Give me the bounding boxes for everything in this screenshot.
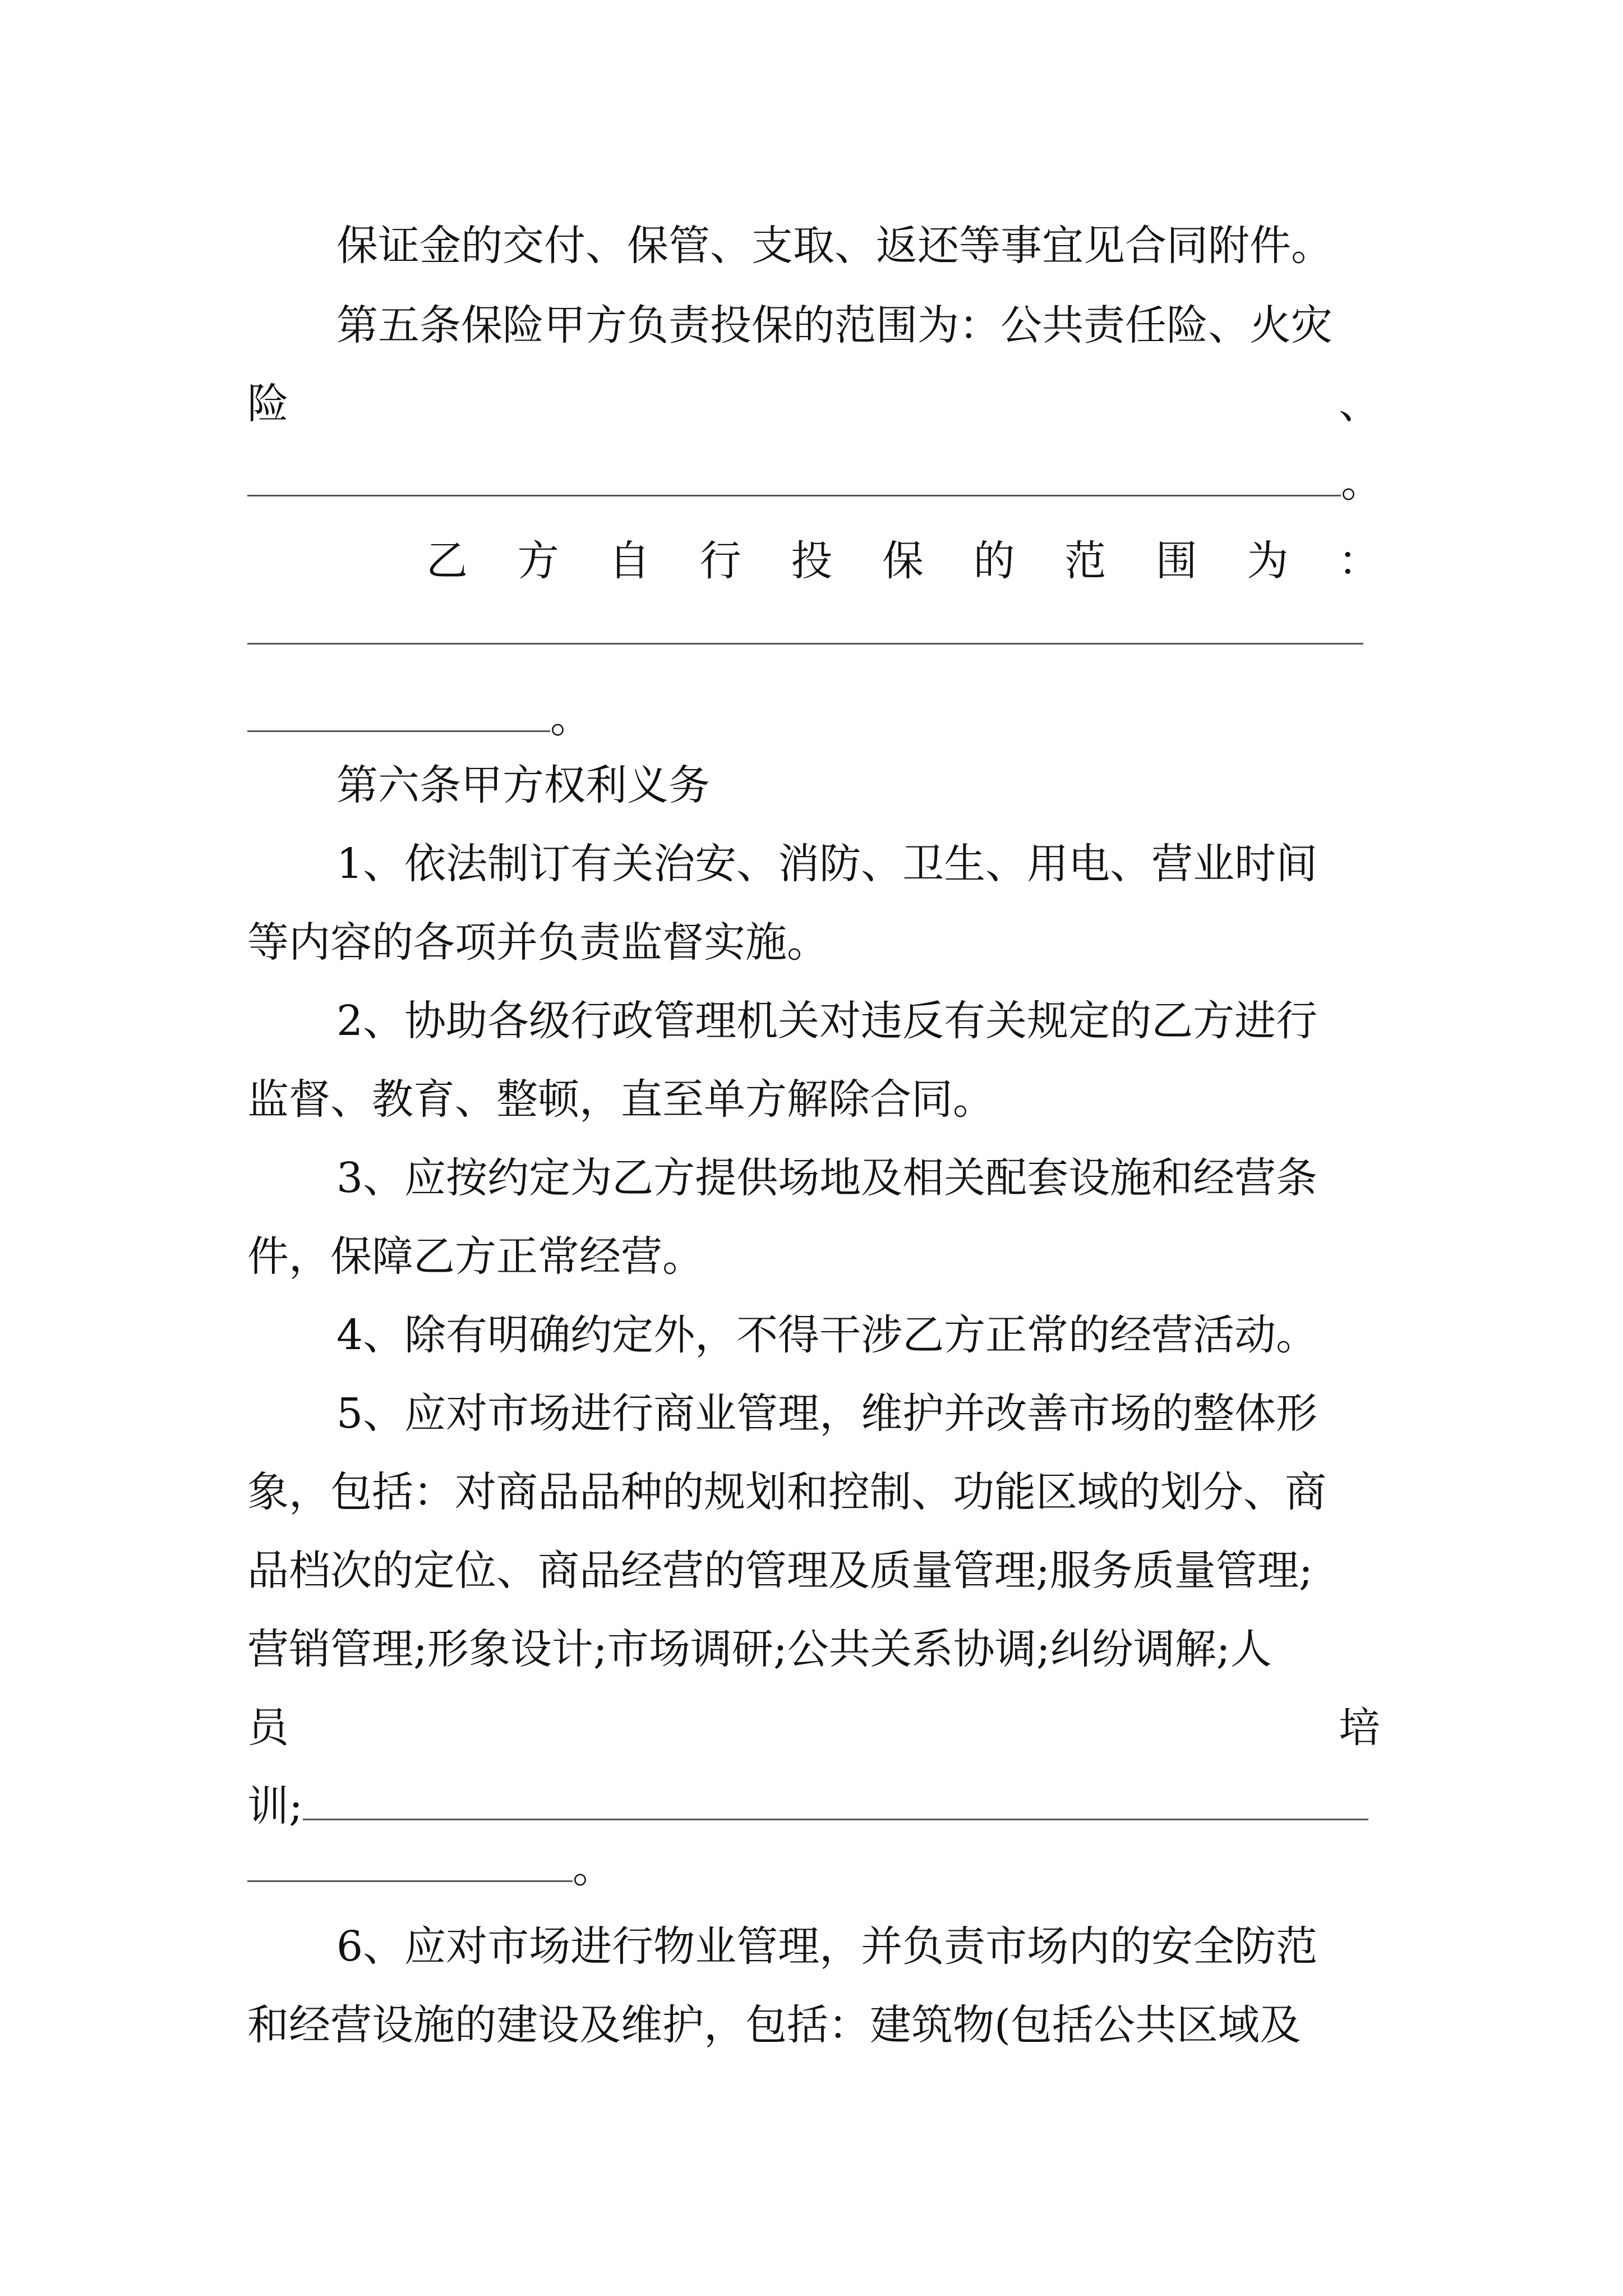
char: 行 (699, 537, 741, 585)
fill-in-blank (247, 691, 550, 732)
article-6-heading: 第六条甲方权利义务 (336, 761, 710, 809)
char: 为 (1247, 537, 1289, 585)
blank-line-party-b-insurance (247, 679, 1380, 757)
text-xian: 险 (247, 380, 289, 428)
fill-in-blank (247, 1841, 573, 1882)
text-xun: 训; (247, 1782, 303, 1830)
char: 乙 (426, 537, 468, 585)
blank-line-party-a-insurance (247, 443, 1380, 522)
item-6-line-1: 6、应对市场进行物业管理，并负责市场内的安全防范 (336, 1922, 1318, 1971)
paragraph-deposit-line: 保证金的交付、保管、支取、返还等事宜见合同附件。 (336, 222, 1332, 270)
item-1-line-2: 等内容的各项并负责监督实施。 (247, 918, 828, 967)
item-4-line: 4、除有明确约定外，不得干涉乙方正常的经营活动。 (336, 1311, 1318, 1359)
item-5-blank-end (247, 1829, 1380, 1907)
period: 。 (550, 694, 592, 742)
item-2-line-1: 2、协助各级行政管理机关对违反有关规定的乙方进行 (336, 997, 1318, 1045)
item-5-line-1: 5、应对市场进行商业管理，维护并改善市场的整体形 (336, 1389, 1318, 1438)
char: 自 (608, 537, 651, 585)
article-5-insurance-line: 第五条保险甲方负责投保的范围为：公共责任险、火灾 (336, 301, 1332, 349)
article-5-continuation (247, 365, 1380, 443)
item-5-line-4: 营销管理;形象设计;市场调研;公共关系协调;纠纷调解;人 (247, 1625, 1272, 1673)
char: ： (1338, 537, 1380, 585)
item-6-line-2: 和经营设施的建设及维护，包括：建筑物(包括公共区域及 (247, 2001, 1301, 2049)
char: 的 (973, 537, 1015, 585)
item-5-line-2: 象，包括：对商品品种的规划和控制、功能区域的划分、商 (247, 1468, 1326, 1516)
text-yuan: 员 (247, 1704, 289, 1752)
char: 范 (1064, 537, 1106, 585)
item-5-line-5 (247, 1688, 1380, 1767)
char: 保 (882, 537, 924, 585)
char: 方 (517, 537, 559, 585)
item-3-line-2: 件，保障乙方正常经营。 (247, 1232, 704, 1281)
text-pei: 培 (1339, 1704, 1380, 1752)
char: 围 (1155, 537, 1197, 585)
item-1-line-1: 1、依法制订有关治安、消防、卫生、用电、营业时间 (336, 840, 1318, 888)
text-comma: 、 (1339, 380, 1380, 428)
period: 。 (1341, 458, 1382, 507)
fill-in-blank (247, 643, 1363, 645)
fill-in-blank (247, 455, 1341, 496)
period: 。 (573, 1844, 614, 1892)
party-b-insurance-line (426, 522, 1380, 600)
item-3-line-1: 3、应按约定为乙方提供场地及相关配套设施和经营条 (336, 1154, 1318, 1202)
fill-in-blank (303, 1779, 1368, 1820)
item-2-line-2: 监督、教育、整顿，直至单方解除合同。 (247, 1075, 994, 1124)
item-5-line-3: 品档次的定位、商品经营的管理及质量管理;服务质量管理; (247, 1547, 1313, 1595)
char: 投 (791, 537, 833, 585)
